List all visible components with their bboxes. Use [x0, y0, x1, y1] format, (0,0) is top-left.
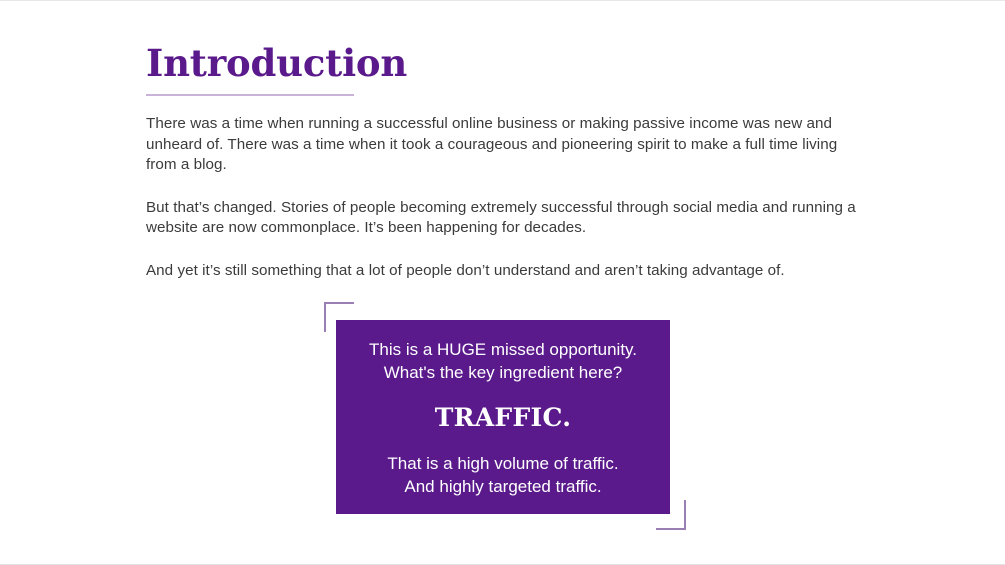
body-paragraph-1: There was a time when running a successful online business or making passive income was new and unheard of. There was a time when it took a courageous and pioneering spirit to make a full time living from a blog.	[146, 115, 838, 173]
body-paragraph-2: But that’s changed. Stories of people becoming extremely successful through social media and running a website are now commonplace. It’s been happening for decades.	[146, 198, 856, 236]
callout-top-text	[354, 338, 652, 384]
slide-content	[146, 40, 862, 281]
callout-top-line-2: What's the key ingredient here?	[383, 363, 623, 382]
page-top-edge	[0, 0, 1005, 1]
page-title: Introduction	[146, 41, 408, 85]
callout-top-line-1: This is a HUGE missed opportunity.	[369, 340, 637, 359]
title-underline-rule	[146, 94, 354, 96]
callout-block	[320, 296, 690, 536]
callout-bottom-text	[354, 452, 652, 498]
callout-bottom-line-1: That is a high volume of traffic.	[387, 454, 619, 473]
callout-keyword: TRAFFIC.	[434, 403, 572, 432]
callout-bottom-line-2: And highly targeted traffic.	[404, 477, 602, 496]
callout-purple-box	[336, 320, 670, 514]
body-paragraph-3: And yet it’s still something that a lot of people don’t understand and aren’t taking advantage of.	[146, 261, 785, 279]
